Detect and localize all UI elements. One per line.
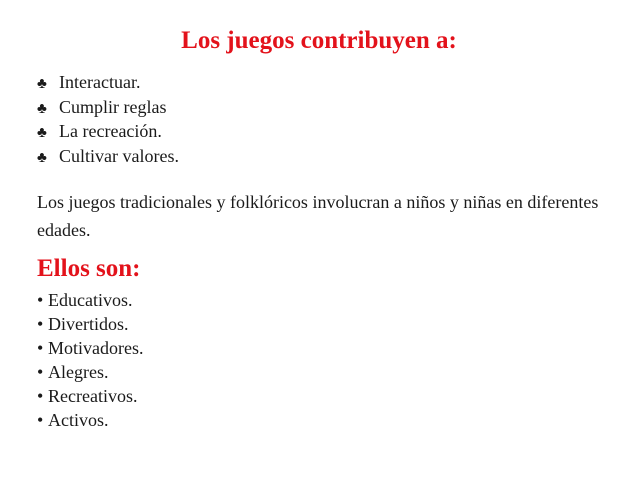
bullet-dot-icon: •: [37, 314, 44, 334]
club-bullet-icon: ♣: [37, 125, 47, 141]
list-item-text: Educativos.: [48, 290, 133, 310]
list-item: [37, 408, 143, 432]
list-item-text: Interactuar.: [59, 72, 141, 92]
list-item-text: Cultivar valores.: [59, 145, 179, 166]
slide-title: Los juegos contribuyen a:: [181, 27, 457, 54]
bullet-dot-icon: •: [37, 386, 44, 406]
list-item-text: Divertidos.: [48, 314, 129, 334]
list-item: [37, 119, 179, 144]
list-item-text: Motivadores.: [48, 338, 144, 358]
bullet-dot-icon: •: [37, 290, 44, 310]
list-item: [37, 288, 143, 312]
contributions-list: [37, 70, 179, 168]
club-bullet-icon: ♣: [37, 100, 47, 117]
list-item: [37, 312, 143, 336]
list-item-text: Activos.: [48, 410, 109, 430]
list-item: [37, 70, 179, 95]
description-paragraph: Los juegos tradicionales y folklóricos involucran a niños y niñas en diferentes edades.: [37, 192, 599, 240]
list-item: [37, 144, 179, 169]
list-item-text: Recreativos.: [48, 386, 138, 406]
bullet-dot-icon: •: [37, 338, 44, 358]
section-subheading: Ellos son:: [37, 255, 141, 282]
list-item: [37, 95, 179, 120]
list-item: [37, 336, 143, 360]
list-item: [37, 360, 143, 384]
list-item-text: Cumplir reglas: [59, 96, 167, 117]
list-item-text: Alegres.: [48, 362, 109, 382]
club-bullet-icon: ♣: [37, 76, 47, 92]
bullet-dot-icon: •: [37, 362, 44, 382]
list-item-text: La recreación.: [59, 121, 162, 141]
club-bullet-icon: ♣: [37, 149, 47, 166]
bullet-dot-icon: •: [37, 410, 44, 430]
qualities-list: [37, 288, 143, 432]
list-item: [37, 384, 143, 408]
